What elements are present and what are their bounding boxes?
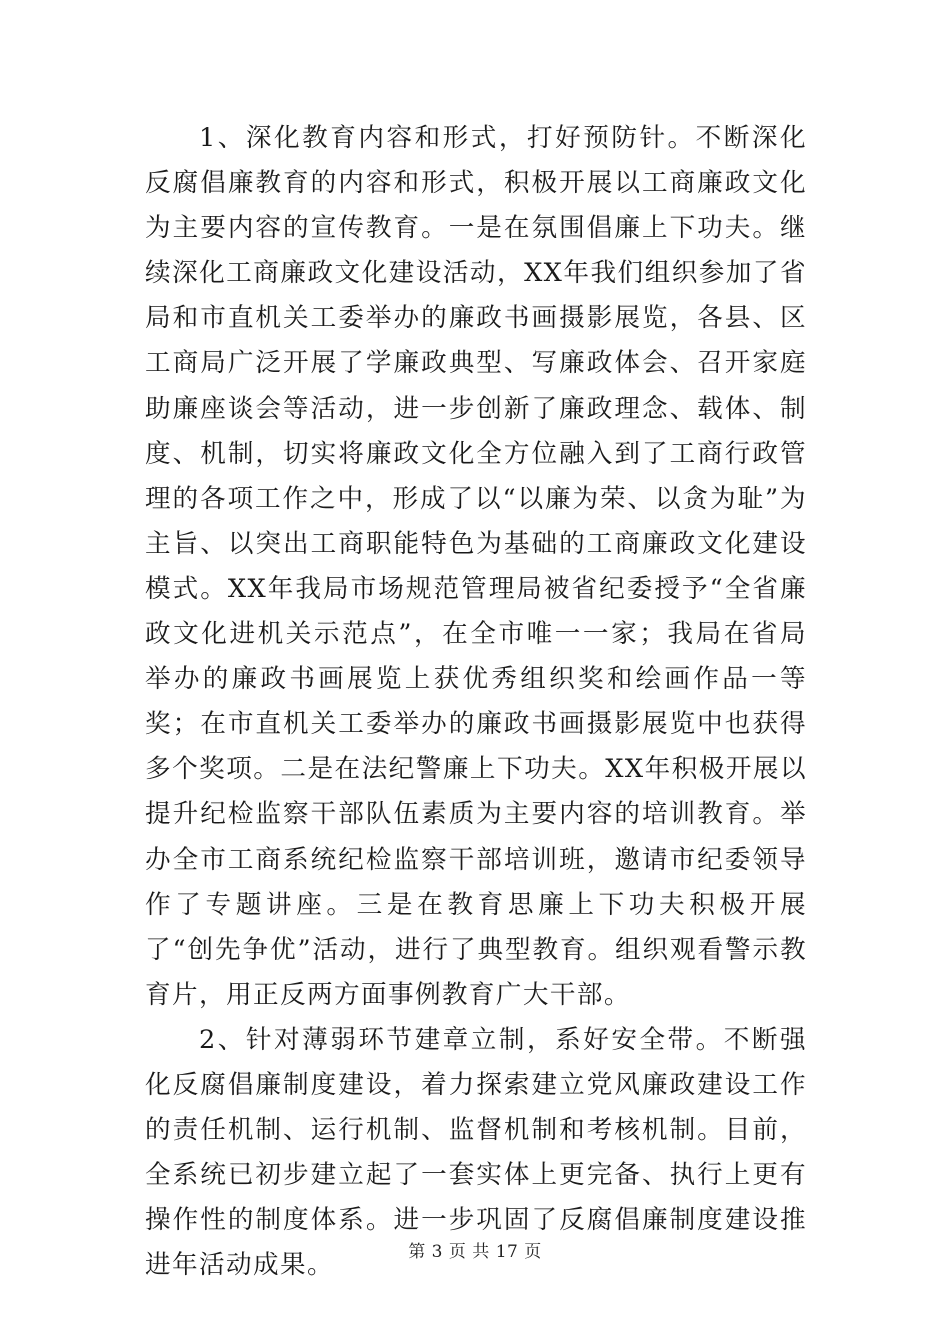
- page-number-footer: 第 3 页 共 17 页: [408, 1242, 542, 1262]
- document-body: [145, 116, 807, 1288]
- paragraph-1: 1、深化教育内容和形式，打好预防针。不断深化反腐倡廉教育的内容和形式，积极开展以工商廉政文化为主要内容的宣传教育。一是在氛围倡廉上下功夫。继续深化工商廉政文化建设活动，XX年我们组织参加了省局和市直机关工委举办的廉政书画摄影展览，各县、区工商局广泛开展了学廉政典型、写廉政体会、召开家庭助廉座谈会等活动，进一步创新了廉政理念、载体、制度、机制，切实将廉政文化全方位融入到了工商行政管理的各项工作之中，形成了以“以廉为荣、以贪为耻”为主旨、以突出工商职能特色为基础的工商廉政文化建设模式。XX年我局市场规范管理局被省纪委授予“全省廉政文化进机关示范点”，在全市唯一一家；我局在省局举办的廉政书画展览上获优秀组织奖和绘画作品一等奖；在市直机关工委举办的廉政书画摄影展览中也获得多个奖项。二是在法纪警廉上下功夫。XX年积极开展以提升纪检监察干部队伍素质为主要内容的培训教育。举办全市工商系统纪检监察干部培训班，邀请市纪委领导作了专题讲座。三是在教育思廉上下功夫积极开展了“创先争优”活动，进行了典型教育。组织观看警示教育片，用正反两方面事例教育广大干部。: [145, 123, 807, 1010]
- paragraph-2: 2、针对薄弱环节建章立制，系好安全带。不断强化反腐倡廉制度建设，着力探索建立党风廉政建设工作的责任机制、运行机制、监督机制和考核机制。目前，全系统已初步建立起了一套实体上更完备、执行上更有操作性的制度体系。进一步巩固了反腐倡廉制度建设推进年活动成果。: [145, 1024, 807, 1281]
